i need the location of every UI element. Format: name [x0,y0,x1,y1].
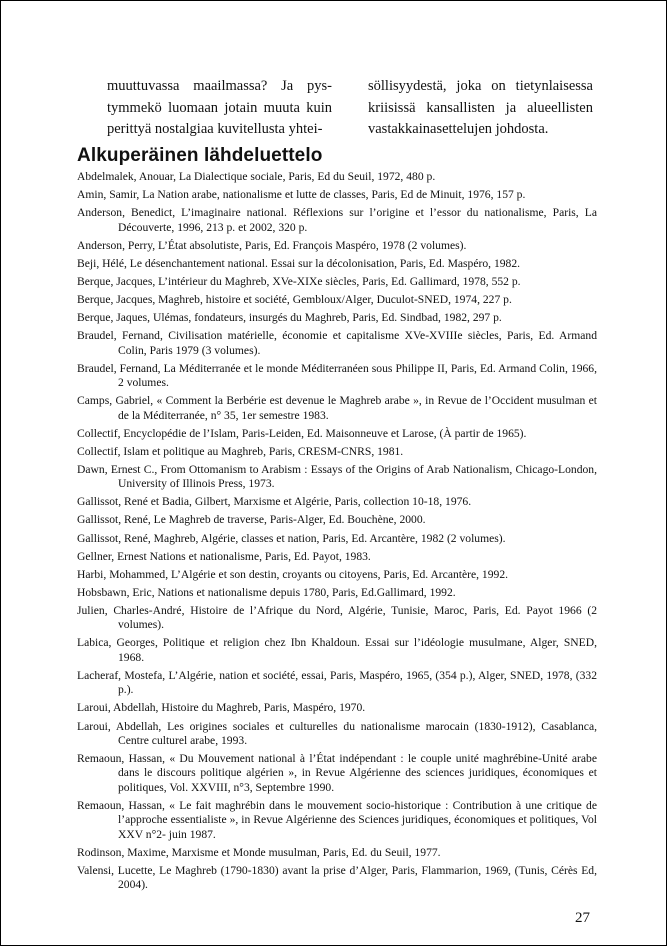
reference-entry: Valensi, Lucette, Le Maghreb (1790-1830) avant la prise d’Alger, Paris, Flammarion, 1969, (Tunis, Cérès Ed, 2004). [77,863,597,892]
right-column [368,76,593,141]
text-line: vastakkainasettelujen johdosta. [368,121,549,137]
reference-entry: Abdelmalek, Anouar, La Dialectique sociale, Paris, Ed du Seuil, 1972, 480 p. [77,170,436,183]
reference-entry: Beji, Hélé, Le désenchantement national. Essai sur la décolonisation, Paris, Ed. Maspéro, 1982. [77,256,521,270]
reference-entry: Berque, Jacques, Maghreb, histoire et société, Gembloux/Alger, Duculot-SNED, 1974, 227 p. [77,292,512,306]
reference-entry: Braudel, Fernand, La Méditerranée et le monde Méditerranéen sous Philippe II, Paris, Ed. Armand Colin, 1966, 2 volumes. [77,361,597,390]
reference-entry: Remaoun, Hassan, « Du Mouvement national à l’État indépendant : le couple unité maghrébine-Unité arabe dans le discours politique algérien », in Revue Algérienne des sciences juridiques, économiques et politiques, Vol. XXVIII, n°3, Septembre 1990. [77,752,597,794]
reference-list [77,170,597,896]
text-line: tymmekö luomaan jotain muuta kuin [107,99,332,116]
reference-entry: Dawn, Ernest C., From Ottomanism to Arabism : Essays of the Origins of Arab Nationalism, Chicago-London, University of Illinois Press, 1973. [77,462,597,491]
reference-entry: Laroui, Abdellah, Histoire du Maghreb, Paris, Maspéro, 1970. [77,701,366,715]
reference-entry: Gallissot, René et Badia, Gilbert, Marxisme et Algérie, Paris, collection 10-18, 1976. [77,495,472,509]
reference-entry: Anderson, Perry, L’État absolutiste, Paris, Ed. François Maspéro, 1978 (2 volumes). [77,238,467,252]
text-line: perittyä nostalgiaa kuvitellusta yhtei- [107,121,323,137]
left-column [107,76,332,141]
reference-entry: Anderson, Benedict, L’imaginaire national. Réflexions sur l’origine et l’essor du nationalisme, Paris, La Découverte, 1996, 213 p. et 2002, 320 p. [77,206,597,234]
text-line: muuttuvassa maailmassa? Ja pys- [107,78,332,94]
reference-entry: Berque, Jacques, L’intérieur du Maghreb, XVe-XIXe siècles, Paris, Ed. Gallimard, 1978, 552 p. [77,274,521,288]
reference-entry: Julien, Charles-André, Histoire de l’Afrique du Nord, Algérie, Tunisie, Maroc, Paris, Ed. Payot 1966 (2 volumes). [77,603,597,632]
reference-entry: Laroui, Abdellah, Les origines sociales et culturelles du nationalisme marocain (1830-1912), Casablanca, Centre culturel arabe, 1993. [77,719,597,747]
reference-entry: Gallissot, René, Maghreb, Algérie, classes et nation, Paris, Ed. Arcantère, 1982 (2 volumes). [77,531,506,545]
reference-entry: Amin, Samir, La Nation arabe, nationalisme et lutte de classes, Paris, Ed de Minuit, 1976, 157 p. [77,188,526,202]
reference-entry: Gallissot, René, Le Maghreb de traverse, Paris-Alger, Ed. Bouchène, 2000. [77,513,426,527]
text-line: kriisissä kansallisten ja alueellisten [368,99,593,116]
reference-entry: Labica, Georges, Politique et religion chez Ibn Khaldoun. Essai sur l’idéologie musulmane, Alger, SNED, 1968. [77,636,597,664]
reference-entry: Gellner, Ernest Nations et nationalisme, Paris, Ed. Payot, 1983. [77,549,371,563]
reference-entry: Berque, Jaques, Ulémas, fondateurs, insurgés du Maghreb, Paris, Ed. Sindbad, 1982, 297 p. [77,311,502,325]
continuation-text [107,76,593,141]
reference-entry: Rodinson, Maxime, Marxisme et Monde musulman, Paris, Ed. du Seuil, 1977. [77,845,441,859]
text-line: söllisyydestä, joka on tietynlaisessa [368,78,593,94]
page-number: 27 [575,910,590,926]
reference-entry: Hobsbawn, Eric, Nations et nationalisme depuis 1780, Paris, Ed.Gallimard, 1992. [77,585,456,599]
reference-entry: Collectif, Islam et politique au Maghreb, Paris, CRESM-CNRS, 1981. [77,444,404,458]
reference-entry: Lacheraf, Mostefa, L’Algérie, nation et société, essai, Paris, Maspéro, 1965, (354 p.), Alger, SNED, 1978, (332 p.). [77,668,597,697]
reference-entry: Braudel, Fernand, Civilisation matérielle, économie et capitalisme XVe-XVIIIe siècles, Paris, Ed. Armand Colin, Paris 1979 (3 volumes). [77,329,597,357]
reference-entry: Remaoun, Hassan, « Le fait maghrébin dans le mouvement socio-historique : Contribution à une critique de l’approche essentialiste », in Revue Algérienne des Sciences juridiques, économiques et politiques, Vol XXV n°2- juin 1987. [77,798,597,841]
reference-entry: Camps, Gabriel, « Comment la Berbérie est devenue le Maghreb arabe », in Revue de l’Occident musulman et de la Méditerranée, n° 35, 1er semestre 1983. [77,394,597,422]
reference-entry: Harbi, Mohammed, L’Algérie et son destin, croyants ou citoyens, Paris, Ed. Arcantère, 1992. [77,567,509,581]
bibliography-heading: Alkuperäinen lähdeluettelo [77,145,323,166]
reference-entry: Collectif, Encyclopédie de l’Islam, Paris-Leiden, Ed. Maisonneuve et Larose, (À partir de 1965). [77,426,527,440]
